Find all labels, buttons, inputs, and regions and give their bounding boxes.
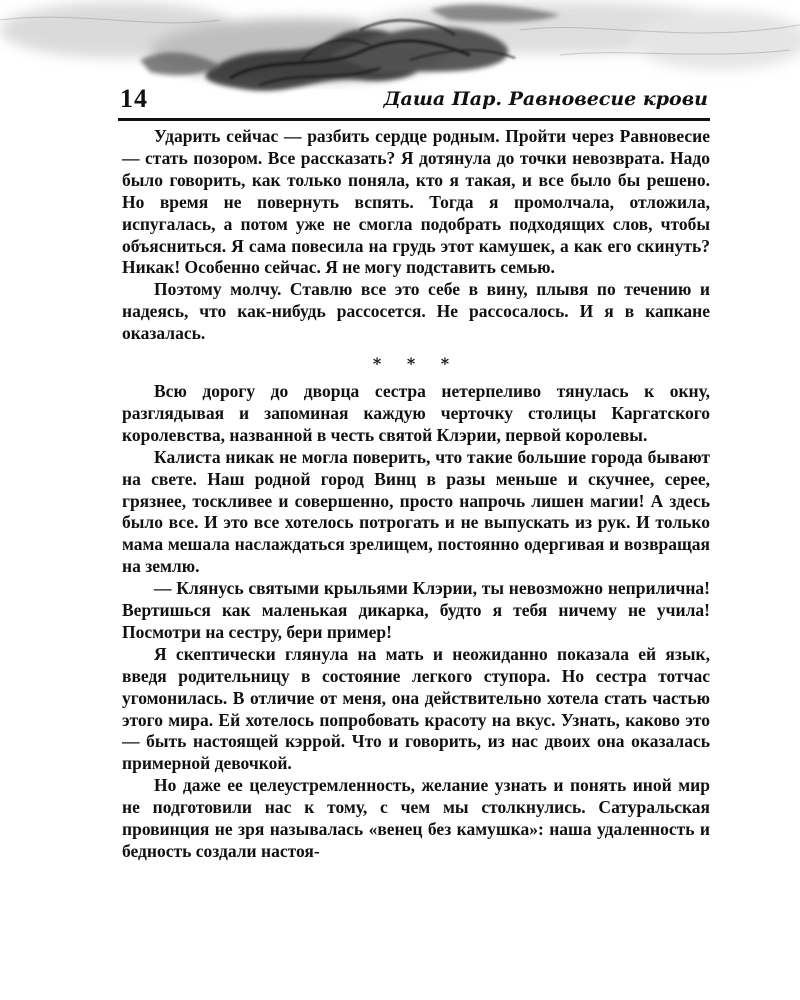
paragraph: — Клянусь святыми крыльями Клэрии, ты невозможно неприлична! Вертишься как маленькая дикарка, будто я тебя ничему не учила! Посмотри на сестру, бери пример! [122,578,710,642]
section-separator: * * * [372,354,460,374]
header-rule [118,118,710,121]
running-head: Даша Пар. Равновесие крови [383,88,708,110]
paragraph: Поэтому молчу. Ставлю все это себе в вину, плывя по течению и надеясь, что как-нибудь рассосется. Не рассосалось. И я в капкане оказалась. [122,279,710,344]
paragraph: Я скептически глянула на мать и неожиданно показала ей язык, введя родительницу в состояние легкого ступора. Но сестра тотчас угомонилась. В отличие от меня, она действительно хотела стать частью этого мира. Ей хотелось попробовать красоту на вкус. Узнать, каково это — быть настоящей кэррой. Что и говорить, из нас двоих она оказалась примерной девочкой. [122,643,710,774]
page-number: 14 [120,84,148,113]
paragraph: Но даже ее целеустремленность, желание узнать и понять иной мир не подготовили нас к тому, с чем мы столкнулись. Сатуральская провинция не зря называлась «венец без камушка»: наша удаленность и бедность создали настоя- [122,775,710,861]
paragraph: Ударить сейчас — разбить сердце родным. Пройти через Равновесие — стать позором. Все рассказать? Я дотянула до точки невозврата. Надо было говорить, как только поняла, кто я такая, и все было бы решено. Но время не повернуть вспять. Тогда я промолчала, отложила, испугалась, а потом уже не смогла подобрать подходящих слов, чтобы объясниться. Я сама повесила на грудь этот камушек, а как его скинуть? Никак! Особенно сейчас. Я не могу подставить семью. [122,126,710,278]
paragraph: Калиста никак не могла поверить, что такие большие города бывают на свете. Наш родной город Винц в разы меньше и скучнее, серее, грязнее, тоскливее и совершенно, просто напрочь лишен магии! А здесь было все. И это все хотелось потрогать и не выпускать из рук. И только мама мешала наслаждаться зрелищем, постоянно одергивая и возвращая на землю. [122,446,710,577]
paragraph: Всю дорогу до дворца сестра нетерпеливо тянулась к окну, разглядывая и запоминая каждую черточку столицы Каргатского королевства, названной в честь святой Клэрии, первой королевы. [122,380,710,445]
body-text [122,126,710,863]
